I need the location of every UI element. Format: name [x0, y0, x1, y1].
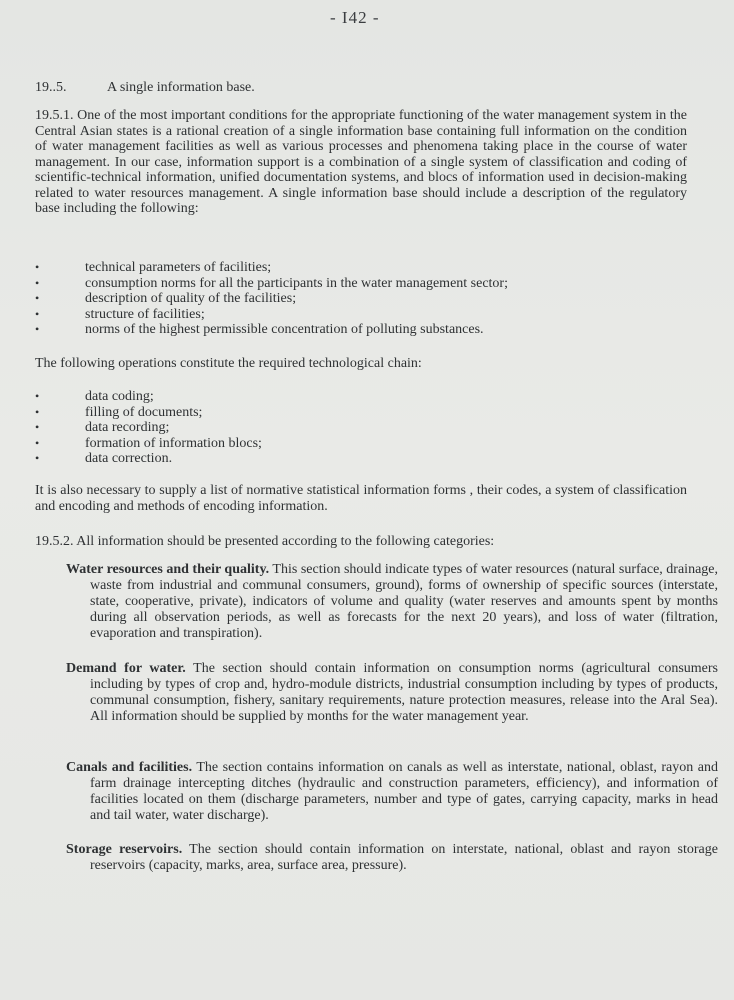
category-text: The section contains information on canals as well as interstate, national, oblast, rayon and farm drainage intercepting ditches (hydraulic and construction parameters, efficiency), and information of facilities located on them (discharge parameters, number and type of gates, carrying capacity, marks in head and tail water, water discharge).: [90, 760, 718, 823]
category-title: Demand for water.: [66, 661, 186, 676]
category-title: Water resources and their quality.: [66, 562, 270, 577]
section-number: 19..5.: [35, 80, 67, 95]
category-canals: [66, 760, 718, 824]
page-number: - I42 -: [330, 8, 380, 27]
paragraph-19-5-2: 19.5.2. All information should be presented according to the following categories:: [35, 534, 495, 549]
list-item: • consumption norms for all the participants in the water management sector;: [35, 276, 508, 292]
section-title: A single information base.: [107, 80, 255, 95]
category-water-resources: [66, 562, 718, 642]
list-item: • filling of documents;: [35, 405, 262, 421]
category-text: The section should contain information on interstate, national, oblast and rayon storage reservoirs (capacity, marks, area, surface area, pressure).: [90, 842, 718, 873]
section-heading: [35, 80, 255, 96]
operations-list: [35, 389, 262, 467]
list-item: • formation of information blocs;: [35, 436, 262, 452]
category-text: The section should contain information on consumption norms (agricultural consumers including by types of crop and, hydro-module districts, industrial consumption including by types of products, communal consumption, fishery, sanitary requirements, nature protection measures, release into the Aral Sea). All information should be supplied by months for the water management year.: [90, 661, 718, 724]
category-demand: [66, 661, 718, 725]
category-title: Storage reservoirs.: [66, 842, 183, 857]
list-item: • data recording;: [35, 420, 262, 436]
category-title: Canals and facilities.: [66, 760, 193, 775]
list-item: • data correction.: [35, 451, 262, 467]
list-item: • norms of the highest permissible concentration of polluting substances.: [35, 322, 508, 338]
category-reservoirs: [66, 842, 718, 874]
list-item: • description of quality of the facilities;: [35, 291, 508, 307]
list-item: • data coding;: [35, 389, 262, 405]
category-text: This section should indicate types of water resources (natural surface, drainage, waste from industrial and communal consumers, ground), forms of ownership of specific sources (interstate, state, cooperative, private), indicators of volume and quality (water reserves and amounts spent by months during all observation periods, as well as forecasts for the next 20 years), and loss of water (filtration, evaporation and transpiration).: [90, 562, 718, 641]
regulatory-base-list: [35, 260, 508, 338]
list-item: • structure of facilities;: [35, 307, 508, 323]
paragraph-technological-chain: The following operations constitute the required technological chain:: [35, 356, 422, 371]
list-item: • technical parameters of facilities;: [35, 260, 508, 276]
paragraph-19-5-1: 19.5.1. One of the most important conditions for the appropriate functioning of the water management system in the Central Asian states is a rational creation of a single information base containing full information on the condition of water management facilities as well as various processes and phenomena taking place in the course of water management. In our case, information support is a combination of a single system of classification and coding of scientific-technical information, unified documentation systems, and blocs of information used in decision-making related to water resources management. A single information base should include a description of the regulatory base including the following:: [35, 108, 687, 216]
paragraph-forms: It is also necessary to supply a list of normative statistical information forms , their codes, a system of classification and encoding and methods of encoding information.: [35, 483, 687, 514]
